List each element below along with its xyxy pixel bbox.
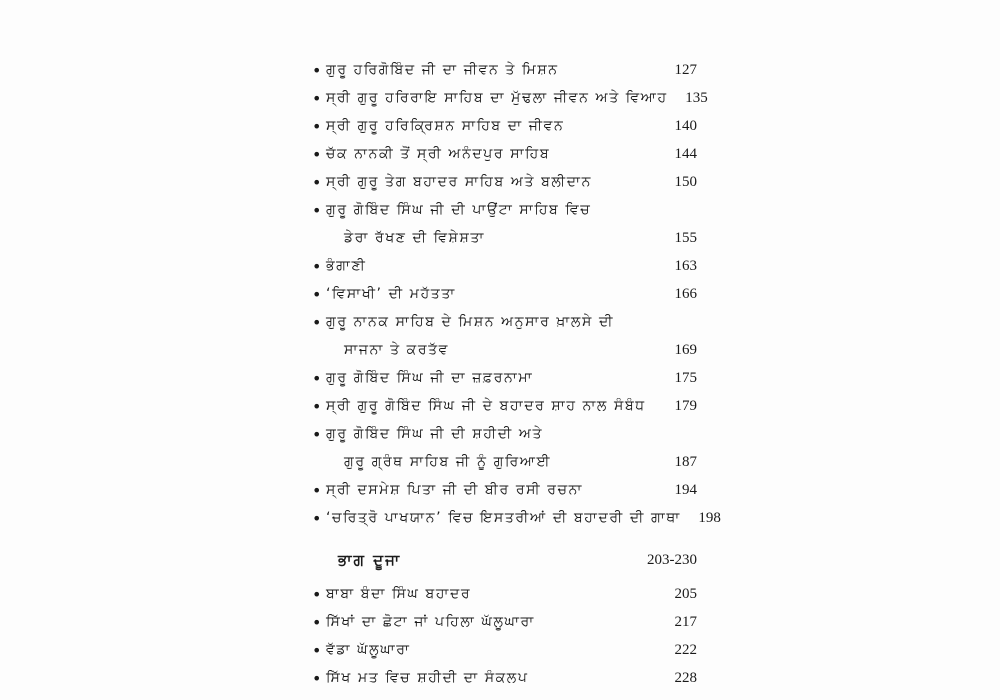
- entry-page-number: 228: [674, 670, 697, 686]
- entry-title-line: ਗੁਰੂ ਹਰਿਗੋਬਿੰਦ ਜੀ ਦਾ ਜੀਵਨ ਤੇ ਮਿਸ਼ਨ: [326, 62, 559, 78]
- entry-title-line: ਗੁਰੂ ਗੋਬਿੰਦ ਸਿੰਘ ਜੀ ਦਾ ਜ਼ਫ਼ਰਨਾਮਾ: [326, 370, 534, 386]
- entry-title-line: ਸ੍ਰੀ ਗੁਰੂ ਤੇਗ ਬਹਾਦਰ ਸਾਹਿਬ ਅਤੇ ਬਲੀਦਾਨ: [326, 174, 592, 190]
- entry-title: [326, 280, 657, 308]
- entry-page-number: 135: [685, 90, 708, 106]
- bullet-icon: •: [312, 641, 322, 660]
- bullet-icon: •: [312, 173, 322, 192]
- entry-page-number: 150: [674, 174, 697, 190]
- toc-entry: [312, 140, 697, 168]
- bullet-icon: •: [312, 257, 322, 276]
- entry-page-number: 144: [674, 146, 697, 162]
- entry-page-number: 140: [674, 118, 697, 134]
- entry-page-number: 198: [698, 510, 721, 526]
- toc-entry: [312, 636, 697, 664]
- bullet-icon: •: [312, 89, 322, 108]
- entry-title: [326, 168, 657, 196]
- entry-page-number: 155: [674, 230, 697, 246]
- toc-entry: [312, 608, 697, 636]
- toc-entry: [312, 392, 697, 420]
- toc-part-two: [312, 580, 697, 692]
- entry-title-line: ‘ਚਰਿਤ੍ਰੋ ਪਾਖਯਾਨ’ ਵਿਚ ਇਸਤਰੀਆਂ ਦੀ ਬਹਾਦਰੀ ਦੀ ਗਾਥਾ: [326, 510, 681, 526]
- toc-entry: [312, 56, 697, 84]
- entry-title-line: ਬਾਬਾ ਬੰਦਾ ਸਿੰਘ ਬਹਾਦਰ: [326, 586, 472, 602]
- entry-page-number: 217: [674, 614, 697, 630]
- entry-title-line: ਭੰਗਾਣੀ: [326, 258, 367, 274]
- entry-title-line: ਗੁਰੂ ਗ੍ਰੰਥ ਸਾਹਿਬ ਜੀ ਨੂੰ ਗੁਰਿਆਈ: [344, 454, 552, 470]
- toc-entry: [312, 252, 697, 280]
- entry-page-number: 222: [674, 642, 697, 658]
- bullet-icon: •: [312, 313, 322, 332]
- entry-page-number: 163: [674, 258, 697, 274]
- bullet-icon: •: [312, 481, 322, 500]
- entry-title: [326, 664, 657, 692]
- toc-entry: [312, 364, 697, 392]
- entry-title-line: ਚੱਕ ਨਾਨਕੀ ਤੋਂ ਸ੍ਰੀ ਅਨੰਦਪੁਰ ਸਾਹਿਬ: [326, 146, 551, 162]
- bullet-icon: •: [312, 669, 322, 688]
- bullet-icon: •: [312, 585, 322, 604]
- entry-title: [326, 308, 657, 364]
- toc-entry: [312, 308, 697, 364]
- bullet-icon: •: [312, 425, 322, 444]
- entry-title: [326, 420, 657, 476]
- entry-title-line: ਸਿੱਖ ਮਤ ਵਿਚ ਸ਼ਹੀਦੀ ਦਾ ਸੰਕਲਪ: [326, 670, 529, 686]
- entry-title-line: ਵੱਡਾ ਘੱਲੂਘਾਰਾ: [326, 642, 411, 658]
- entry-title: [326, 476, 657, 504]
- bullet-icon: •: [312, 509, 322, 528]
- toc-entry: [312, 196, 697, 252]
- toc-entry: [312, 580, 697, 608]
- entry-title-line: ਸ੍ਰੀ ਗੁਰੂ ਹਰਿਕ੍ਰਿਸ਼ਨ ਸਾਹਿਬ ਦਾ ਜੀਵਨ: [326, 118, 565, 134]
- entry-page-number: 179: [674, 398, 697, 414]
- table-of-contents: [312, 56, 721, 692]
- entry-title: [326, 56, 657, 84]
- toc-entry: [312, 280, 697, 308]
- bullet-icon: •: [312, 613, 322, 632]
- entry-title: [326, 112, 657, 140]
- toc-entry: [312, 664, 697, 692]
- section-page-range: 203-230: [647, 552, 697, 568]
- entry-page-number: 187: [674, 454, 697, 470]
- entry-page-number: 166: [674, 286, 697, 302]
- entry-title-line: ਸ੍ਰੀ ਗੁਰੂ ਹਰਿਰਾਇ ਸਾਹਿਬ ਦਾ ਮੁੱਢਲਾ ਜੀਵਨ ਅਤੇ ਵਿਆਹ: [326, 90, 668, 106]
- entry-title-line: ਗੁਰੂ ਨਾਨਕ ਸਾਹਿਬ ਦੇ ਮਿਸ਼ਨ ਅਨੁਸਾਰ ਖ਼ਾਲਸੇ ਦੀ: [326, 314, 615, 330]
- entry-title-line: ਸ੍ਰੀ ਗੁਰੂ ਗੋਬਿੰਦ ਸਿੰਘ ਜੀ ਦੇ ਬਹਾਦਰ ਸ਼ਾਹ ਨਾਲ ਸੰਬੰਧ: [326, 398, 646, 414]
- section-heading: [312, 546, 697, 574]
- toc-entry: [312, 112, 697, 140]
- toc-entry: [312, 504, 721, 532]
- entry-title: [326, 140, 657, 168]
- section-title: ਭਾਗ ਦੂਜਾ: [338, 551, 402, 569]
- entry-title-line: ਗੁਰੂ ਗੋਬਿੰਦ ਸਿੰਘ ਜੀ ਦੀ ਪਾਉਂਟਾ ਸਾਹਿਬ ਵਿਚ: [326, 202, 592, 218]
- entry-title-line: ਗੁਰੂ ਗੋਬਿੰਦ ਸਿੰਘ ਜੀ ਦੀ ਸ਼ਹੀਦੀ ਅਤੇ: [326, 426, 544, 442]
- entry-title: [326, 252, 657, 280]
- bullet-icon: •: [312, 201, 322, 220]
- toc-entry: [312, 476, 697, 504]
- bullet-icon: •: [312, 397, 322, 416]
- toc-part-one: [312, 56, 721, 532]
- entry-title: [326, 84, 668, 112]
- entry-page-number: 175: [674, 370, 697, 386]
- toc-entry: [312, 420, 697, 476]
- toc-entry: [312, 84, 708, 112]
- bullet-icon: •: [312, 145, 322, 164]
- toc-entry: [312, 168, 697, 196]
- entry-title: [326, 636, 657, 664]
- entry-title: [326, 504, 681, 532]
- entry-title: [326, 364, 657, 392]
- entry-page-number: 169: [674, 342, 697, 358]
- bullet-icon: •: [312, 369, 322, 388]
- entry-page-number: 194: [674, 482, 697, 498]
- bullet-icon: •: [312, 285, 322, 304]
- entry-title-line: ਸਿੱਖਾਂ ਦਾ ਛੋਟਾ ਜਾਂ ਪਹਿਲਾ ਘੱਲੂਘਾਰਾ: [326, 614, 535, 630]
- entry-title-line: ‘ਵਿਸਾਖੀ’ ਦੀ ਮਹੱਤਤਾ: [326, 286, 456, 302]
- entry-title-line: ਸਾਜਨਾ ਤੇ ਕਰਤੱਵ: [344, 342, 450, 358]
- entry-title: [326, 392, 657, 420]
- entry-page-number: 127: [674, 62, 697, 78]
- bullet-icon: •: [312, 61, 322, 80]
- entry-title: [326, 580, 657, 608]
- entry-page-number: 205: [674, 586, 697, 602]
- entry-title: [326, 196, 657, 252]
- entry-title-line: ਡੇਰਾ ਰੱਖਣ ਦੀ ਵਿਸ਼ੇਸ਼ਤਾ: [344, 230, 485, 246]
- entry-title: [326, 608, 657, 636]
- entry-title-line: ਸ੍ਰੀ ਦਸਮੇਸ਼ ਪਿਤਾ ਜੀ ਦੀ ਬੀਰ ਰਸੀ ਰਚਨਾ: [326, 482, 583, 498]
- bullet-icon: •: [312, 117, 322, 136]
